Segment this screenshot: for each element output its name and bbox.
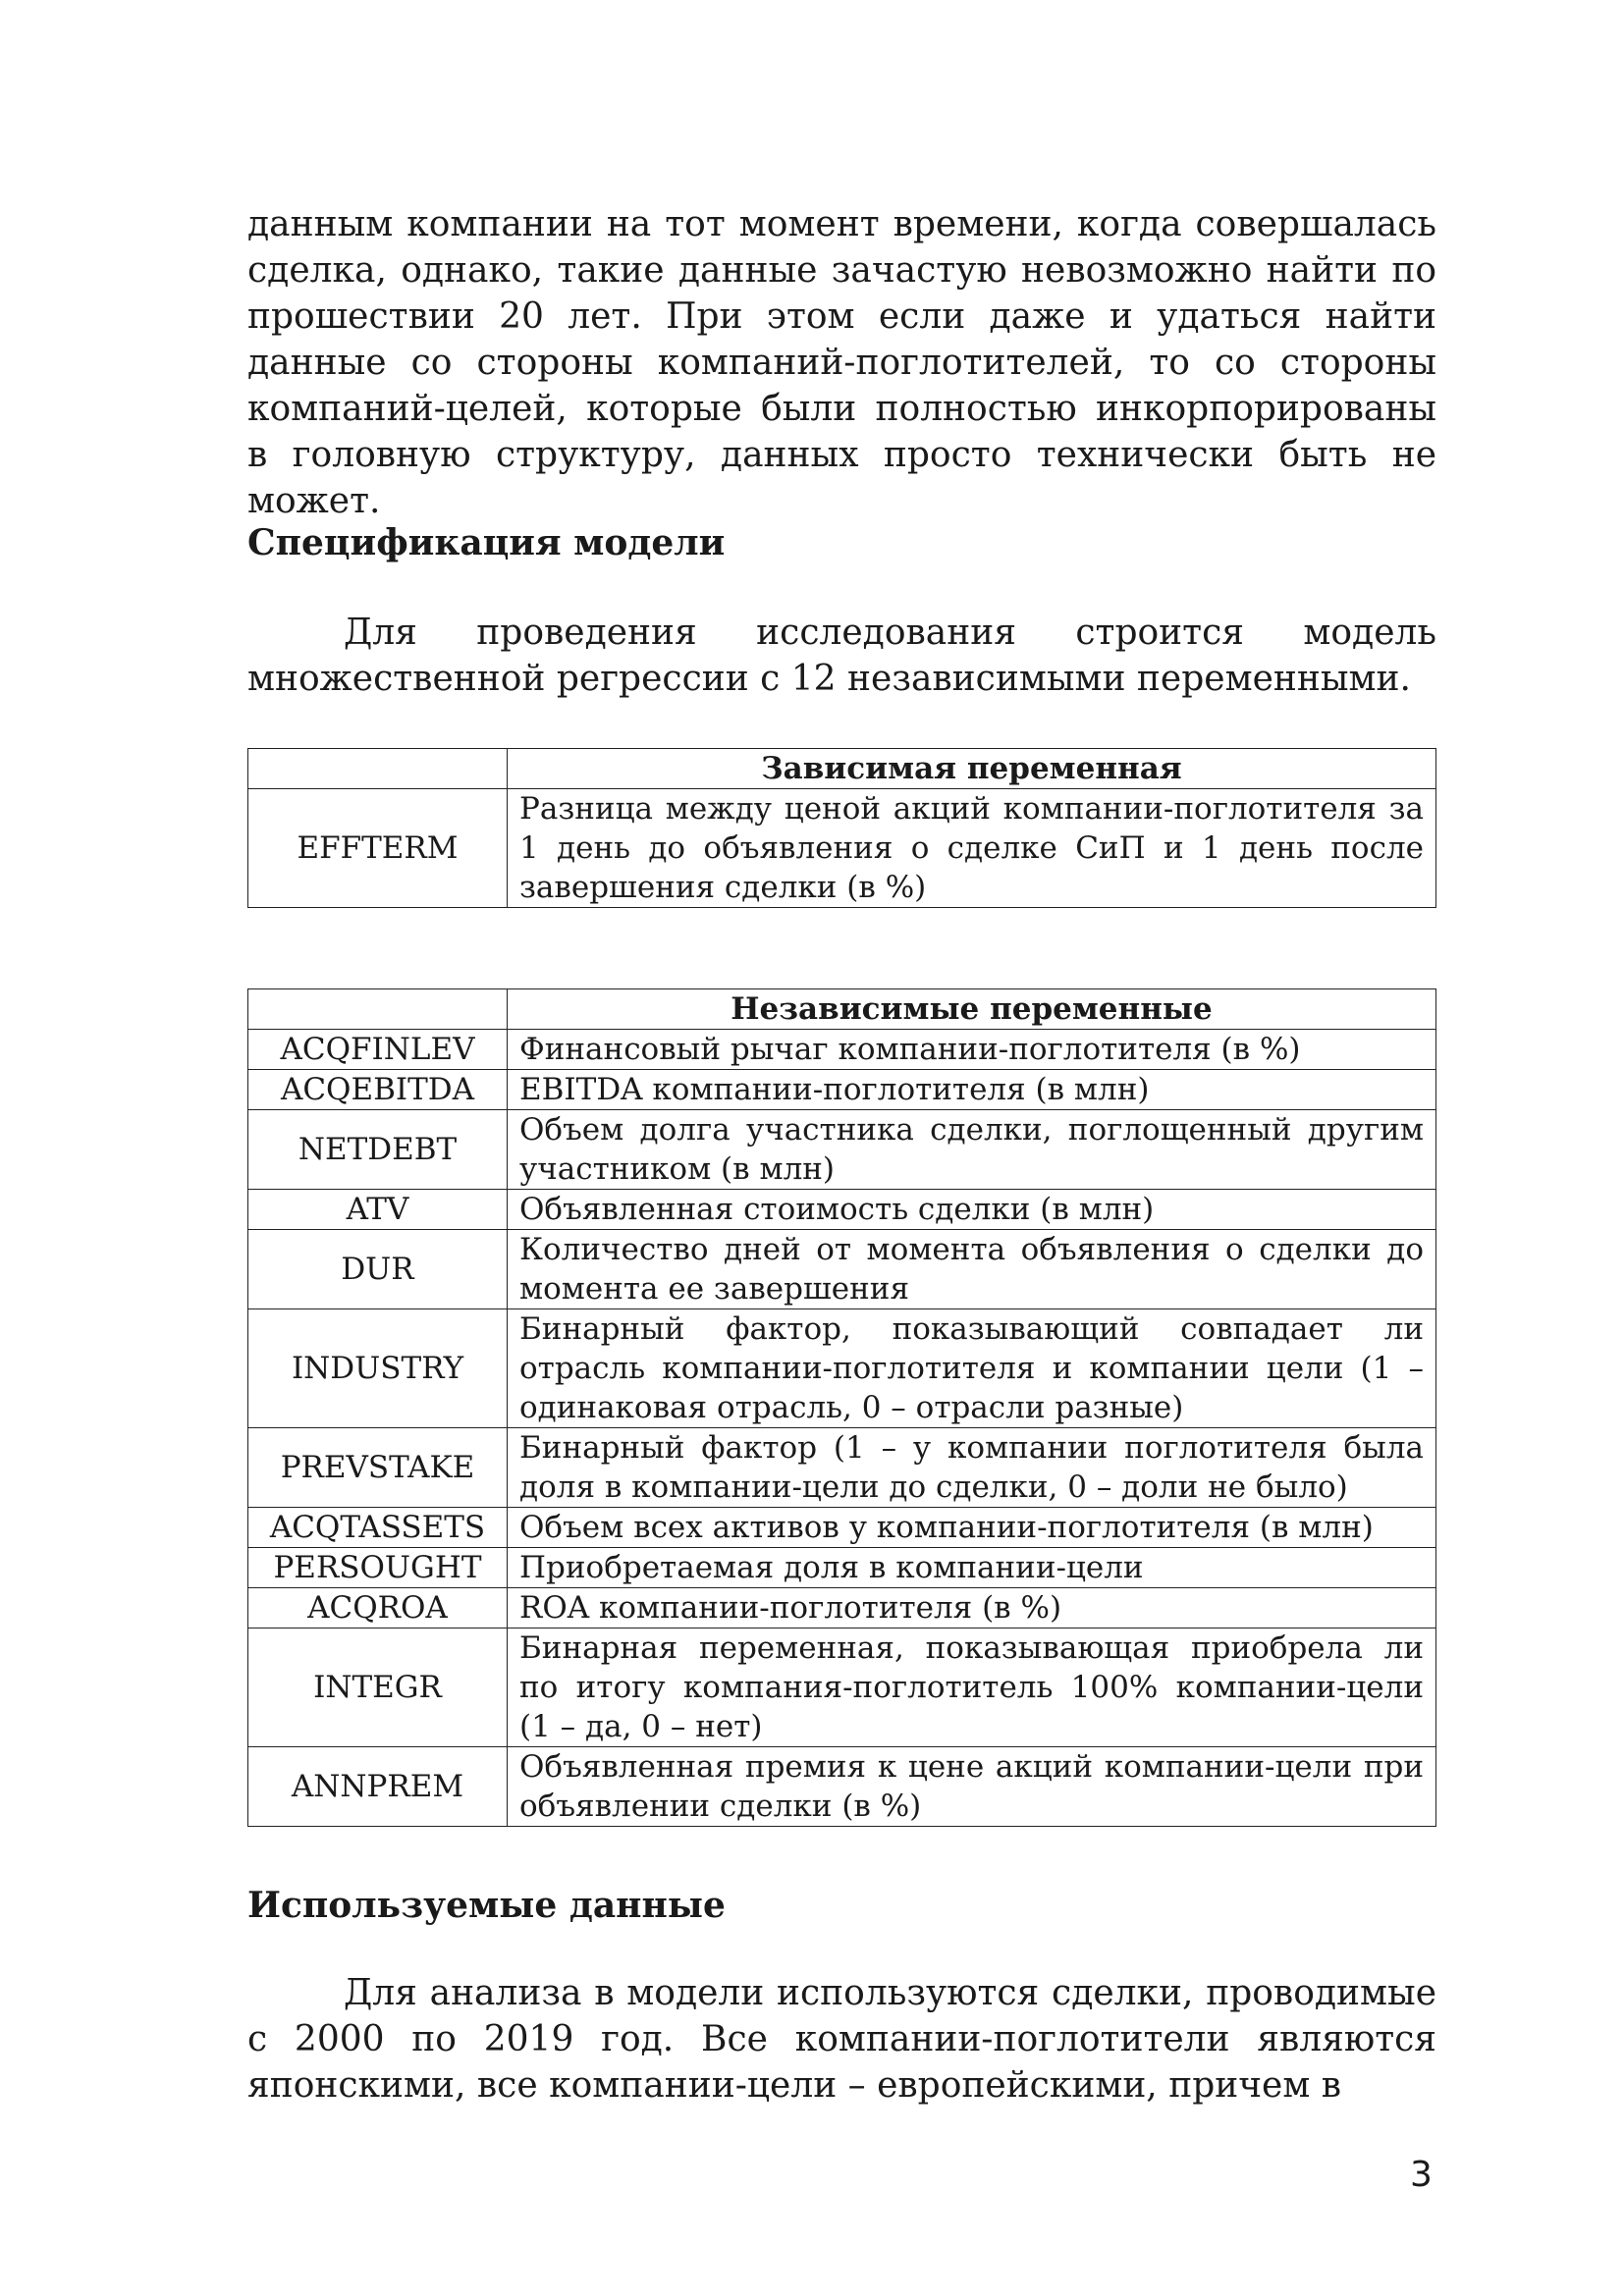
variable-name: ACQTASSETS [248, 1508, 508, 1548]
variable-description: Приобретаемая доля в компании-цели [508, 1548, 1436, 1588]
variable-name: EFFTERM [248, 789, 508, 908]
table-row [248, 1309, 1436, 1428]
table-header-row [248, 989, 1436, 1030]
heading-data-used: Используемые данные [247, 1885, 726, 1926]
variable-description: Объявленная премия к цене акций компании-цели при объявлении сделки (в %) [508, 1747, 1436, 1827]
dependent-header: Зависимая переменная [508, 749, 1436, 789]
variable-description: Финансовый рычаг компании-поглотителя (в %) [508, 1030, 1436, 1070]
independent-header: Независимые переменные [508, 989, 1436, 1030]
variable-description: Бинарный фактор (1 – у компании поглотителя была доля в компании-цели до сделки, 0 – доли не было) [508, 1428, 1436, 1508]
page-number: 3 [1410, 2155, 1433, 2195]
variable-name: INTEGR [248, 1629, 508, 1747]
variable-description: ROA компании-поглотителя (в %) [508, 1588, 1436, 1629]
variable-description: Разница между ценой акций компании-поглотителя за 1 день до объявления о сделке СиП и 1 день после завершения сделки (в %) [508, 789, 1436, 908]
variable-description: EBITDA компании-поглотителя (в млн) [508, 1070, 1436, 1110]
independent-variables-table [247, 988, 1436, 1827]
table-row [248, 1230, 1436, 1309]
table-row [248, 1030, 1436, 1070]
variable-name: ATV [248, 1190, 508, 1230]
variable-name: DUR [248, 1230, 508, 1309]
variable-description: Бинарная переменная, показывающая приобрела ли по итогу компания-поглотитель 100% компании-цели (1 – да, 0 – нет) [508, 1629, 1436, 1747]
dependent-variable-table [247, 748, 1436, 908]
data-paragraph: Для анализа в модели используются сделки, проводимые с 2000 по 2019 год. Все компании-поглотители являются японскими, все компании-цели – европейскими, причем в [247, 1973, 1436, 2106]
table-row [248, 1629, 1436, 1747]
variable-name: NETDEBT [248, 1110, 508, 1190]
variable-description: Бинарный фактор, показывающий совпадает ли отрасль компании-поглотителя и компании цели (1 – одинаковая отрасль, 0 – отрасли разные) [508, 1309, 1436, 1428]
model-paragraph: Для проведения исследования строится модель множественной регрессии с 12 независимыми переменными. [247, 613, 1436, 699]
variable-name: ACQFINLEV [248, 1030, 508, 1070]
variable-name: ACQROA [248, 1588, 508, 1629]
table-row [248, 1548, 1436, 1588]
table-row [248, 1070, 1436, 1110]
variable-name: INDUSTRY [248, 1309, 508, 1428]
intro-paragraph: данным компании на тот момент времени, когда совершалась сделка, однако, такие данные зачастую невозможно найти по прошествии 20 лет. При этом если даже и удаться найти данные со стороны компаний-поглотителей, то со стороны компаний-целей, которые были полностью инкорпорированы в головную структуру, данных просто технически быть не может. [247, 204, 1436, 521]
variable-name: ANNPREM [248, 1747, 508, 1827]
table-row [248, 1747, 1436, 1827]
variable-name: PERSOUGHT [248, 1548, 508, 1588]
variable-description: Объем долга участника сделки, поглощенный другим участником (в млн) [508, 1110, 1436, 1190]
table-row [248, 1428, 1436, 1508]
table-row [248, 1508, 1436, 1548]
variable-name: PREVSTAKE [248, 1428, 508, 1508]
empty-header-cell [248, 989, 508, 1030]
table-row [248, 1588, 1436, 1629]
empty-header-cell [248, 749, 508, 789]
table-header-row [248, 749, 1436, 789]
table-row [248, 789, 1436, 908]
table-row [248, 1110, 1436, 1190]
variable-description: Объявленная стоимость сделки (в млн) [508, 1190, 1436, 1230]
table-row [248, 1190, 1436, 1230]
variable-description: Количество дней от момента объявления о сделки до момента ее завершения [508, 1230, 1436, 1309]
heading-model-spec: Спецификация модели [247, 522, 726, 563]
variable-name: ACQEBITDA [248, 1070, 508, 1110]
variable-description: Объем всех активов у компании-поглотителя (в млн) [508, 1508, 1436, 1548]
